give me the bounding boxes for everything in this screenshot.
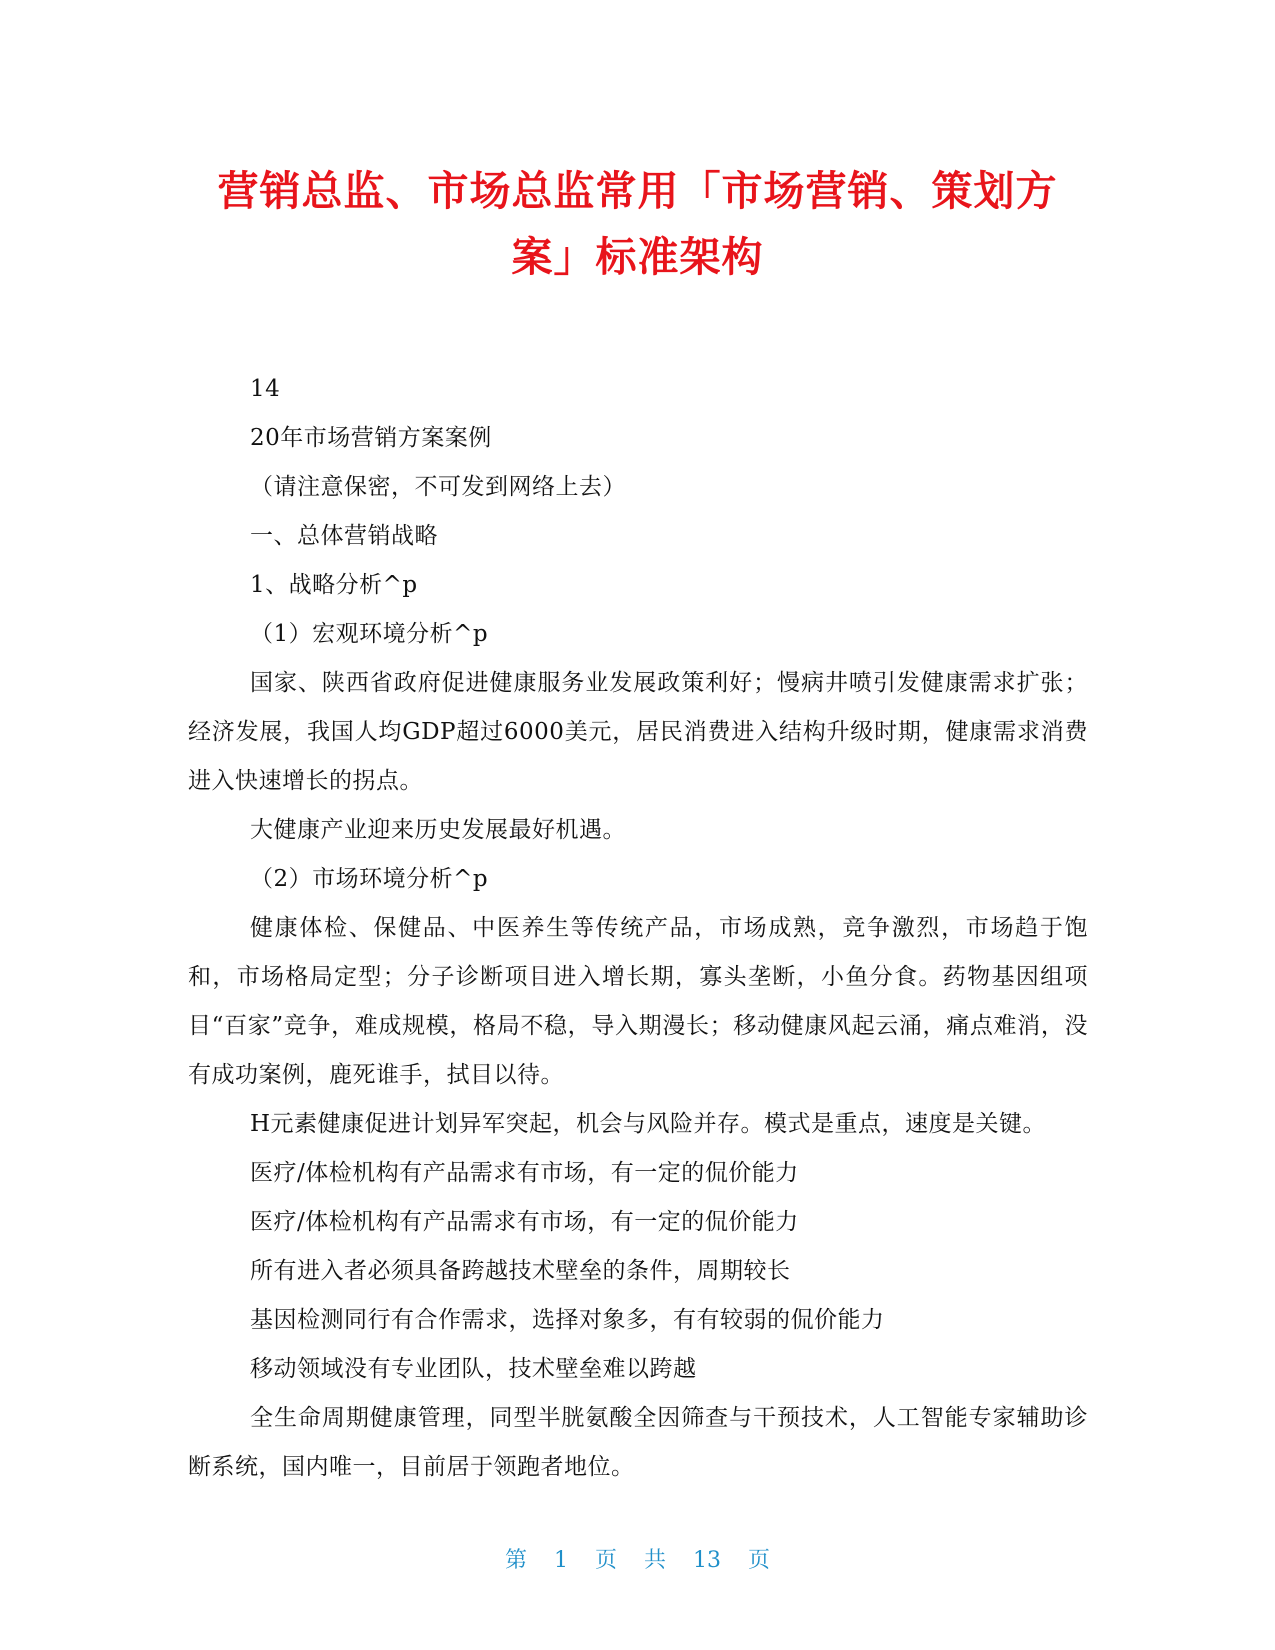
page-footer (0, 1543, 1275, 1574)
paragraph: 国家、陕西省政府促进健康服务业发展政策利好；慢病井喷引发健康需求扩张；经济发展，我国人均GDP超过6000美元，居民消费进入结构升级时期，健康需求消费进入快速增长的拐点。 (188, 670, 1088, 794)
footer-label: 页 (748, 1548, 771, 1573)
document-body (188, 365, 1088, 1492)
paragraph: 所有进入者必须具备跨越技术壁垒的条件，周期较长 (250, 1258, 791, 1284)
paragraph: 14 (250, 376, 281, 402)
subsection-heading: 1、战略分析^p (250, 572, 418, 598)
paragraph: H元素健康促进计划异军突起，机会与风险并存。模式是重点，速度是关键。 (250, 1111, 1047, 1137)
title-line-2: 案」标准架构 (511, 233, 764, 281)
paragraph: 20年市场营销方案案例 (250, 425, 492, 451)
subsection-heading: （2）市场环境分析^p (250, 866, 489, 892)
document-title (150, 158, 1125, 290)
title-line-1: 营销总监、市场总监常用「市场营销、策划方 (217, 167, 1058, 215)
footer-label: 共 (644, 1548, 667, 1573)
paragraph: 医疗/体检机构有产品需求有市场，有一定的侃价能力 (250, 1209, 799, 1235)
paragraph: 医疗/体检机构有产品需求有市场，有一定的侃价能力 (250, 1160, 799, 1186)
paragraph: （请注意保密，不可发到网络上去） (250, 474, 626, 500)
section-heading: 一、总体营销战略 (250, 523, 438, 549)
footer-label: 页 (594, 1548, 617, 1573)
current-page-number: 1 (553, 1548, 568, 1573)
footer-label: 第 (504, 1548, 527, 1573)
paragraph: 健康体检、保健品、中医养生等传统产品，市场成熟，竞争激烈，市场趋于饱和，市场格局定型；分子诊断项目进入增长期，寡头垄断，小鱼分食。药物基因组项目“百家”竞争，难成规模，格局不稳，导入期漫长；移动健康风起云涌，痛点难消，没有成功案例，鹿死谁手，拭目以待。 (188, 915, 1088, 1088)
paragraph: 基因检测同行有合作需求，选择对象多，有有较弱的侃价能力 (250, 1307, 885, 1333)
paragraph: 全生命周期健康管理，同型半胱氨酸全因筛查与干预技术，人工智能专家辅助诊断系统，国内唯一，目前居于领跑者地位。 (188, 1405, 1088, 1480)
total-page-count: 13 (693, 1548, 722, 1573)
paragraph: 大健康产业迎来历史发展最好机遇。 (250, 817, 626, 843)
paragraph: 移动领域没有专业团队，技术壁垒难以跨越 (250, 1356, 697, 1382)
subsection-heading: （1）宏观环境分析^p (250, 621, 489, 647)
